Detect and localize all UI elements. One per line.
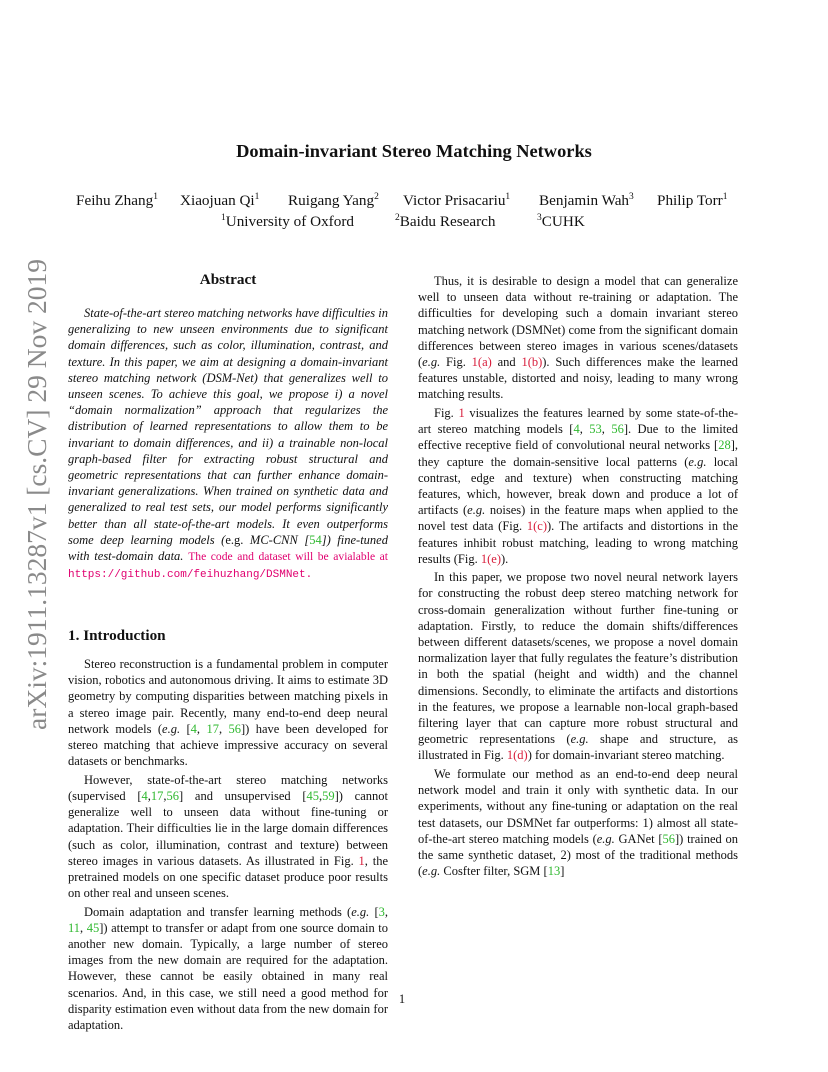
arxiv-stamp: arXiv:1911.13287v1 [cs.CV] 29 Nov 2019 bbox=[21, 258, 52, 730]
affiliation: $^3$CUHK bbox=[537, 213, 585, 230]
author: Ruigang Yang$^2$ bbox=[288, 192, 379, 209]
author: Victor Prisacariu$^1$ bbox=[403, 192, 511, 209]
affiliation: $^2$Baidu Research bbox=[395, 213, 496, 230]
author: Feihu Zhang$^1$ bbox=[76, 192, 158, 209]
author: Benjamin Wah$^3$ bbox=[539, 192, 634, 209]
intro-heading: 1. Introduction bbox=[68, 627, 166, 644]
intro-left-column: Stereo reconstruction is a fundamental problem in computer vision, robotics and autonomous driving. It aims to estimate 3D geometry by computing disparities between matching pixels in a stereo image pair. Recently, many end-to-end deep neural network models (e.g. [4, 17, 56]) have been developed for stereo matching that achieve impressive accuracy on several datasets or benchmarks. However, state-of-the-art stereo matching networks (supervised [4,17,56] and unsupervised [45,59]) cannot generalize well to unseen data without fine-tuning or adaptation. Their difficulties lie in the large domain differences (such as color, illumination, contrast and texture) between stereo images in various datasets. As illustrated in Fig. 1, the pretrained models on one specific dataset produce poor results on other real and unseen scenes. Domain adaptation and transfer learning methods (e.g. [3, 11, 45]) attempt to transfer or adapt from one source domain to another new domain. Typically, a large number of stereo images from the new domain are required for the adaptation. However, these cannot be easily obtained in many real scenarios. And, in this case, we still need a good method for disparity estimation even without data from the new domain for adaptation. bbox=[68, 657, 389, 1033]
abstract-heading: Abstract bbox=[199, 271, 257, 288]
affiliation: $^1$University of Oxford bbox=[221, 213, 354, 230]
intro-right-column: Thus, it is desirable to design a model that can generalize well to unseen data without re-training or adaptation. The difficulties for developing such a domain invariant stereo matching network (DSMNet) come from the significant domain differences between stereo images in various scenes/datasets (e.g. Fig. 1(a) and 1(b)). Such differences make the learned features unstable, distorted and noisy, leading to many wrong matching results. Fig. 1 visualizes the features learned by some state-of-the-art stereo matching models [4, 53, 56]. Due to the limited effective receptive field of convolutional neural networks [28], they capture the domain-sensitive local patterns (e.g. local contrast, edge and texture) when constructing matching features, which, however, break down and produce a lot of artifacts (e.g. noises) in the feature maps when applied to the novel test data (Fig. 1(c)). The artifacts and distortions in the features inhibit robust matching, leading to wrong matching results (Fig. 1(e)). In this paper, we propose two novel neural network layers for constructing the robust deep stereo matching network for cross-domain generalization without further fine-tuning or adaptation. Firstly, to reduce the domain shifts/differences between different datasets/scenes, we propose a novel domain normalization layer that fully regulates the feature’s distribution in both the spatial (height and width) and the channel dimensions. Secondly, to eliminate the artifacts and distortions in the features, we propose a learnable non-local graph-based filtering layer that can capture more robust structural and geometric representations (e.g. shape and structure, as illustrated in Fig. 1(d)) for domain-invariant stereo matching. We formulate our method as an end-to-end deep neural network model and train it only with synthetic data. In our experiments, without any fine-tuning or adaptation on the real test datasets, our DSMNet far outperforms: 1) almost all state-of-the-art stereo matching models (e.g. GANet [56]) trained on the same synthetic dataset, 2) most of the traditional methods (e.g. Cosfter filter, SGM [13] bbox=[418, 274, 739, 879]
author: Xiaojuan Qi$^1$ bbox=[180, 192, 260, 209]
paper-title: Domain-invariant Stereo Matching Networks bbox=[236, 141, 592, 161]
code-note: The code and dataset will be avialable at bbox=[188, 550, 388, 564]
abstract-text: State-of-the-art stereo matching networks have difficulties in generalizing to new unseen environments due to significant domain differences, such as color, illumination, contrast, and texture. In this paper, we aim at designing a domain-invariant stereo matching network (DSM-Net) that generalizes well to unseen scenes. To achieve this goal, we propose i) a novel “domain normalization” approach that regularizes the distribution of learned representations to allow them to be invariant to domain differences, and ii) a trainable non-local graph-based filter for extracting robust structural and geometric representations that can further enhance domain-invariant generalizations. When trained on synthetic data and generalized to real test sets, our model performs significantly better than all state-of-the-art models. It even outperforms some deep learning models (e.g. MC-CNN [54]) fine-tuned with test-domain data. The code and dataset will be avialable at https://github.com/feihuzhang/DSMNet. bbox=[68, 306, 388, 582]
page-number: 1 bbox=[398, 992, 406, 1006]
github-link[interactable]: https://github.com/feihuzhang/DSMNet. bbox=[68, 569, 313, 582]
author: Philip Torr$^1$ bbox=[657, 192, 728, 209]
